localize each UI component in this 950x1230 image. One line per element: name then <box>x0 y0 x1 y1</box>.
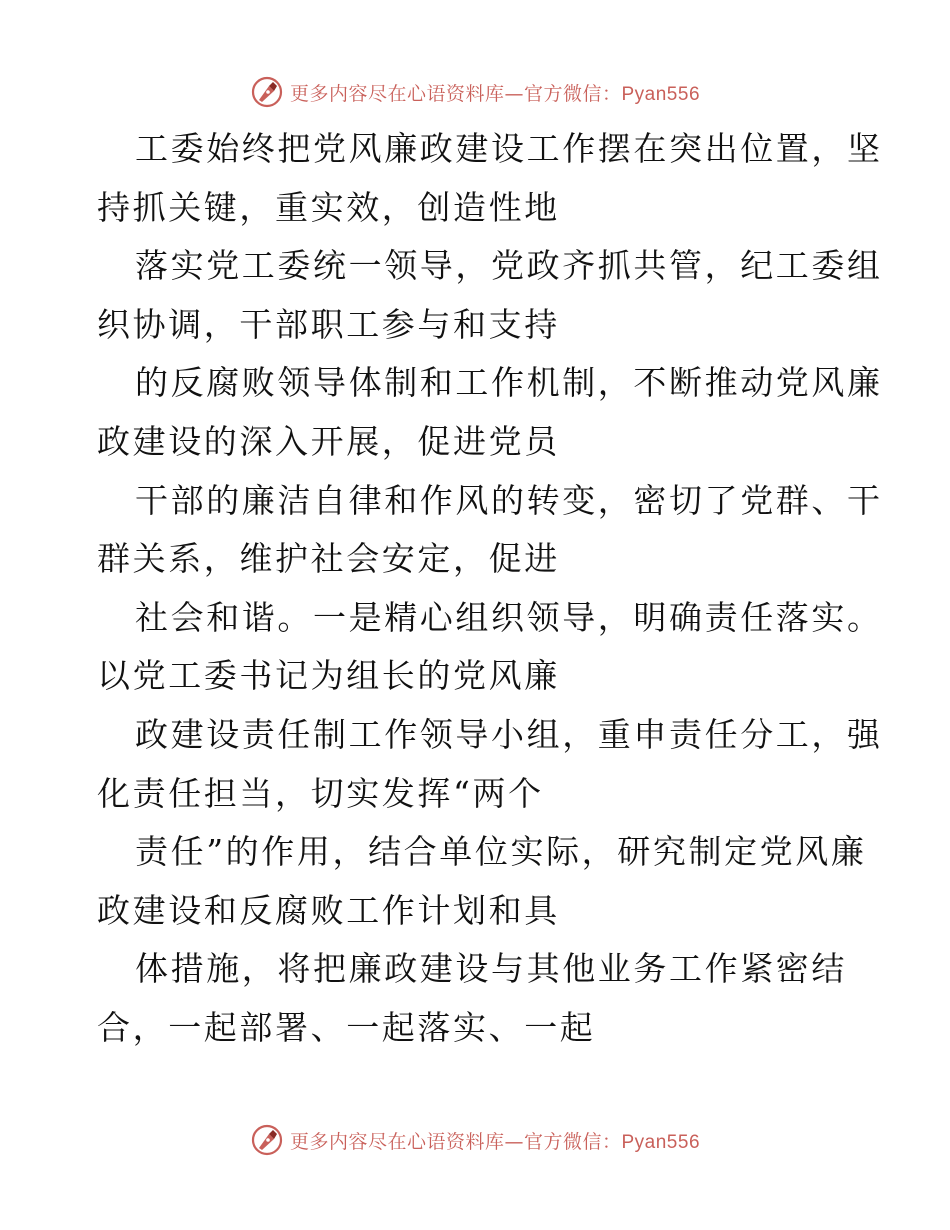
paragraph-line: 干部的廉洁自律和作风的转变，密切了党群、干 <box>135 480 883 520</box>
paragraph <box>97 354 883 471</box>
paragraph-line: 合，一起部署、一起落实、一起 <box>97 1007 596 1047</box>
paragraph <box>97 706 883 823</box>
footer-banner-text: 更多内容尽在心语资料库—官方微信：Pyan556 <box>289 1130 701 1153</box>
paragraph <box>97 237 883 354</box>
paragraph-line: 群关系，维护社会安定，促进 <box>97 539 560 579</box>
header-banner-text: 更多内容尽在心语资料库—官方微信：Pyan556 <box>289 82 701 105</box>
paragraph <box>97 589 883 706</box>
paragraph-line: 政建设责任制工作领导小组，重申责任分工，强 <box>135 714 883 754</box>
paragraph-line: 织协调，干部职工参与和支持 <box>97 304 560 344</box>
paragraph-line: 体措施，将把廉政建设与其他业务工作紧密结 <box>135 949 847 989</box>
paragraph <box>97 940 857 1057</box>
paragraph <box>97 472 883 589</box>
document-body <box>97 120 883 1058</box>
paragraph-line: 的反腐败领导体制和工作机制，不断推动党风廉 <box>135 363 883 403</box>
paragraph-line: 工委始终把党风廉政建设工作摆在突出位置，坚 <box>135 129 883 168</box>
paragraph <box>97 120 883 237</box>
paragraph-line: 责任”的作用，结合单位实际，研究制定党风廉 <box>135 832 867 872</box>
paragraph-line: 社会和谐。一是精心组织领导，明确责任落实。 <box>135 597 883 637</box>
paragraph-line: 化责任担当，切实发挥“两个 <box>97 773 544 813</box>
paragraph-line: 政建设和反腐败工作计划和具 <box>97 890 560 930</box>
header-wechat-id: Pyan556 <box>621 83 701 105</box>
paragraph-line: 落实党工委统一领导，党政齐抓共管，纪工委组 <box>135 246 883 286</box>
footer-wechat-id: Pyan556 <box>621 1131 701 1153</box>
paragraph-line: 持抓关键，重实效，创造性地 <box>97 187 560 227</box>
paragraph-line: 政建设的深入开展，促进党员 <box>97 421 560 461</box>
paragraph-line: 以党工委书记为组长的党风廉 <box>97 656 560 696</box>
pen-nib-logo-icon <box>250 75 284 109</box>
header-banner <box>0 72 950 112</box>
paragraph <box>97 823 867 940</box>
pen-nib-logo-icon <box>250 1123 284 1157</box>
footer-banner <box>0 1120 950 1160</box>
